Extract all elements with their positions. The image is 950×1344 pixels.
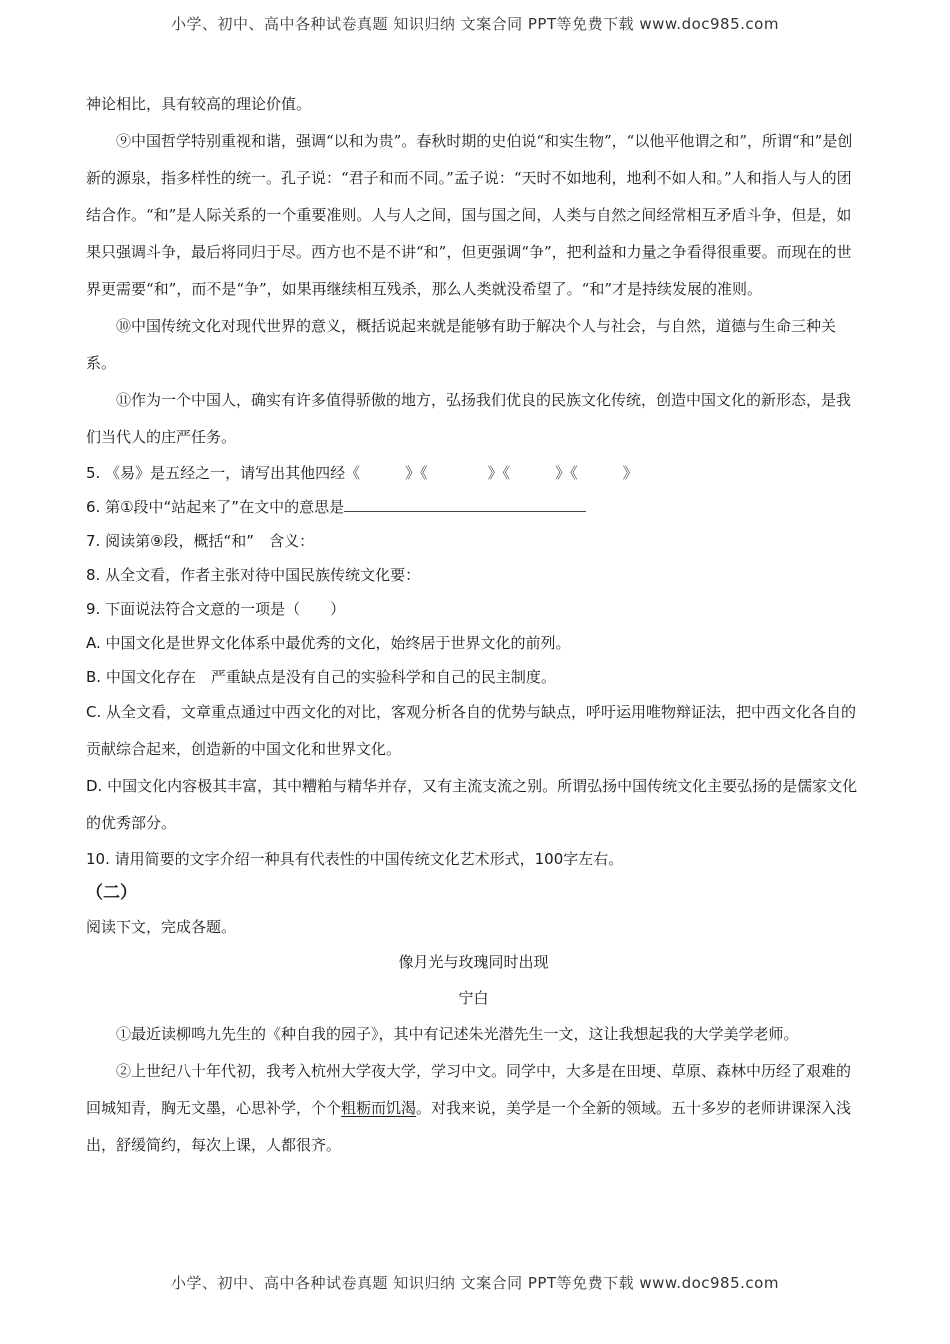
article-paragraph-2: [86, 1053, 861, 1164]
paragraph-9: ⑨中国哲学特别重视和谐，强调“以和为贵”。春秋时期的史伯说“和实生物”，“以他平他谓之和”，所谓“和”是创新的源泉，指多样性的统一。孔子说：“君子和而不同。”孟子说：“天时不如地利，地利不如人和。”人和指人与人的团结合作。“和”是人际关系的一个重要准则。人与人之间，国与国之间，人类与自然之间经常相互矛盾斗争，但是，如果只强调斗争，最后将同归于尽。西方也不是不讲“和”，但更强调“争”，把利益和力量之争看得很重要。而现在的世界更需要“和”，而不是“争”，如果再继续相互残杀，那么人类就没希望了。“和”才是持续发展的准则。: [86, 132, 853, 298]
paragraph-8-end: 神论相比，具有较高的理论价值。: [86, 95, 312, 113]
section-heading: （二）: [86, 883, 137, 903]
question-7: 7. 阅读第⑨段，概括“和” 含义：: [86, 532, 315, 550]
question-10: 10. 请用简要的文字介绍一种具有代表性的中国传统文化艺术形式，100字左右。: [86, 850, 624, 868]
page-header: 小学、初中、高中各种试卷真题 知识归纳 文案合同 PPT等免费下载 www.doc985.com: [171, 15, 779, 33]
option-b: B. 中国文化存在 严重缺点是没有自己的实验科学和自己的民主制度。: [86, 668, 556, 686]
document-body: [86, 86, 861, 1164]
article-paragraph-2-text-a: ②上世纪八十年代初，我考入杭州大学夜大学，学习中文。同学中，大多是在田埂、草原、森林中历经了艰难的回城知青，胸无文墨，心思补学，个个: [86, 1062, 852, 1117]
underlined-phrase: 粗粝而饥渴: [341, 1099, 417, 1117]
page-footer: 小学、初中、高中各种试卷真题 知识归纳 文案合同 PPT等免费下载 www.doc985.com: [171, 1274, 779, 1292]
question-8: 8. 从全文看，作者主张对待中国民族传统文化要：: [86, 566, 421, 584]
question-6: [86, 490, 861, 524]
question-6-text: 6. 第①段中“站起来了”在文中的意思是: [86, 498, 345, 516]
option-d: D. 中国文化内容极其丰富，其中糟粕与精华并存，又有主流支流之别。所谓弘扬中国传统文化主要弘扬的是儒家文化的优秀部分。: [86, 777, 858, 832]
article-author: 宁白: [458, 989, 489, 1007]
article-paragraph-2-text-b: 。对我来说，美学是一个全新的领域。五十多岁的老师讲课深入浅出，舒缓简约，每次上课，人都很齐。: [86, 1099, 852, 1154]
paragraph-10: ⑩中国传统文化对现代世界的意义，概括说起来就是能够有助于解决个人与社会，与自然，道德与生命三种关系。: [86, 317, 837, 372]
question-9: 9. 下面说法符合文意的一项是（ ）: [86, 600, 346, 618]
option-c: C. 从全文看，文章重点通过中西文化的对比，客观分析各自的优势与缺点，呼吁运用唯物辩证法，把中西文化各自的贡献综合起来，创造新的中国文化和世界文化。: [86, 703, 857, 758]
option-a: A. 中国文化是世界文化体系中最优秀的文化，始终居于世界文化的前列。: [86, 634, 571, 652]
article-title: 像月光与玫瑰同时出现: [398, 953, 549, 971]
answer-blank[interactable]: [344, 495, 586, 512]
paragraph-11: ⑪作为一个中国人，确实有许多值得骄傲的地方，弘扬我们优良的民族文化传统，创造中国文化的新形态，是我们当代人的庄严任务。: [86, 391, 852, 446]
question-5: 5. 《易》是五经之一，请写出其他四经《 》《 》《 》《 》: [86, 464, 638, 482]
section-instruction: 阅读下文，完成各题。: [86, 918, 237, 936]
article-paragraph-1: ①最近读柳鸣九先生的《种自我的园子》，其中有记述朱光潜先生一文，这让我想起我的大学美学老师。: [116, 1025, 799, 1043]
